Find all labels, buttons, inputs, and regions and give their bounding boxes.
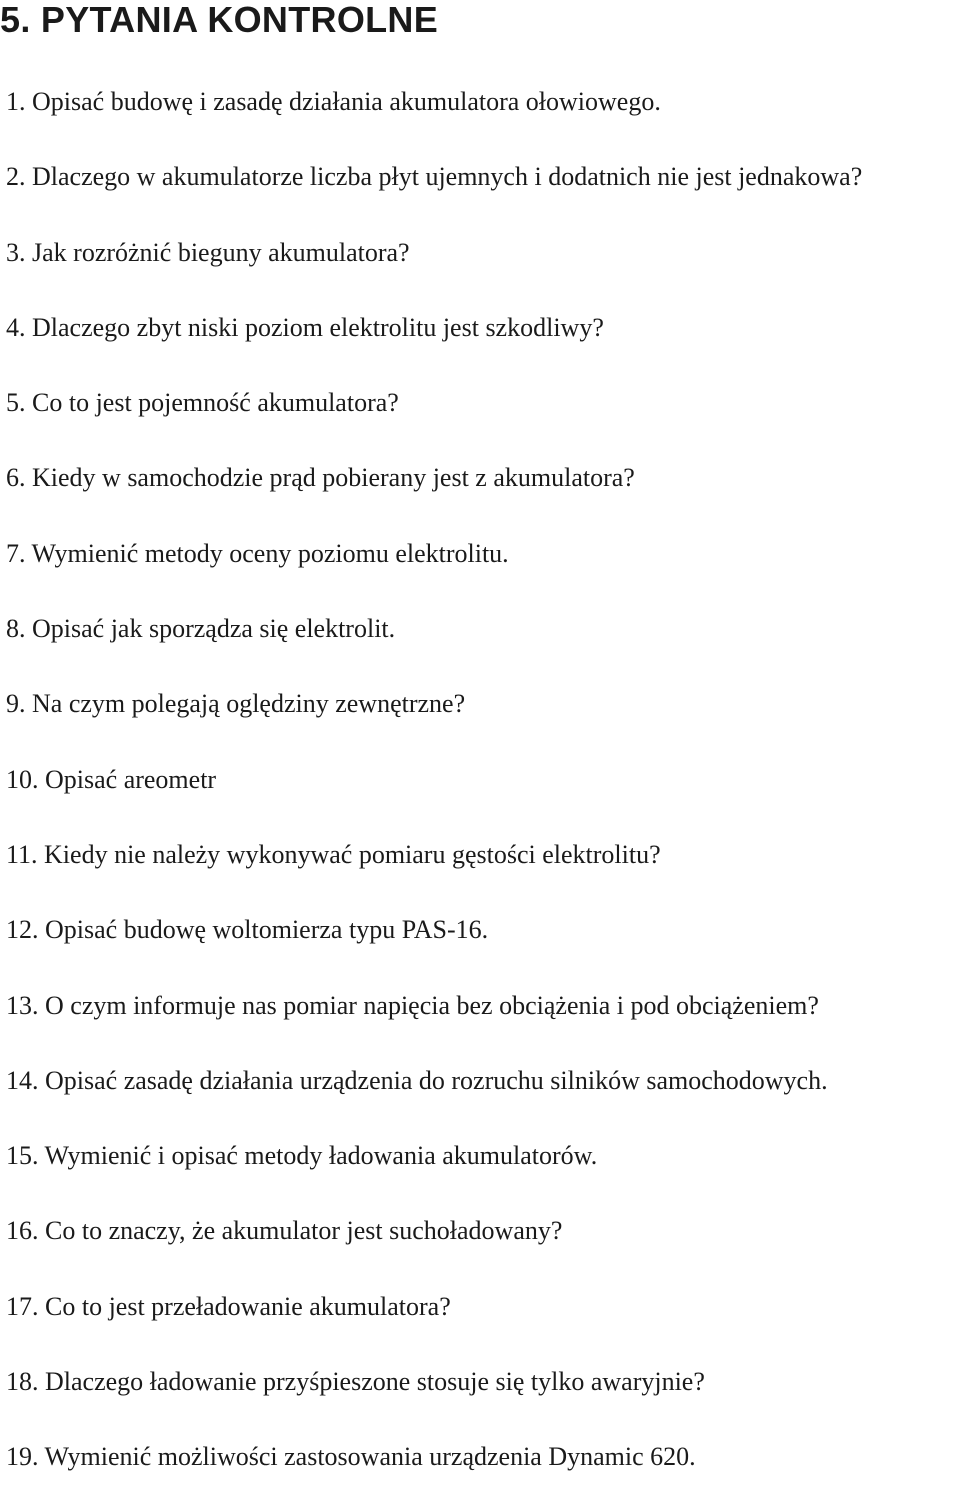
question-item-2: 2. Dlaczego w akumulatorze liczba płyt ujemnych i dodatnich nie jest jednakowa? <box>6 162 863 192</box>
question-item-17: 17. Co to jest przeładowanie akumulatora? <box>6 1291 451 1321</box>
question-item-6: 6. Kiedy w samochodzie prąd pobierany jest z akumulatora? <box>6 463 635 493</box>
question-item-14: 14. Opisać zasadę działania urządzenia do rozruchu silników samochodowych. <box>6 1065 828 1095</box>
question-item-1: 1. Opisać budowę i zasadę działania akumulatora ołowiowego. <box>6 87 661 116</box>
question-item-3: 3. Jak rozróżnić bieguny akumulatora? <box>6 237 410 267</box>
question-item-12: 12. Opisać budowę woltomierza typu PAS-16. <box>6 915 489 945</box>
question-item-15: 15. Wymienić i opisać metody ładowania akumulatorów. <box>6 1141 598 1171</box>
question-item-19: 19. Wymienić możliwości zastosowania urządzenia Dynamic 620. <box>6 1442 696 1472</box>
question-item-11: 11. Kiedy nie należy wykonywać pomiaru gęstości elektrolitu? <box>6 839 661 869</box>
question-item-16: 16. Co to znaczy, że akumulator jest suchoładowany? <box>6 1216 563 1246</box>
question-item-5: 5. Co to jest pojemność akumulatora? <box>6 388 399 418</box>
question-item-4: 4. Dlaczego zbyt niski poziom elektrolitu jest szkodliwy? <box>6 312 604 342</box>
question-item-7: 7. Wymienić metody oceny poziomu elektrolitu. <box>6 538 509 568</box>
page-title: 5. PYTANIA KONTROLNE <box>0 0 439 40</box>
question-item-10: 10. Opisać areometr <box>6 764 217 794</box>
question-item-8: 8. Opisać jak sporządza się elektrolit. <box>6 614 396 644</box>
question-item-18: 18. Dlaczego ładowanie przyśpieszone stosuje się tylko awaryjnie? <box>6 1367 705 1397</box>
question-item-13: 13. O czym informuje nas pomiar napięcia bez obciążenia i pod obciążeniem? <box>6 990 819 1020</box>
question-list <box>6 79 862 1510</box>
question-item-9: 9. Na czym polegają oględziny zewnętrzne? <box>6 689 466 719</box>
